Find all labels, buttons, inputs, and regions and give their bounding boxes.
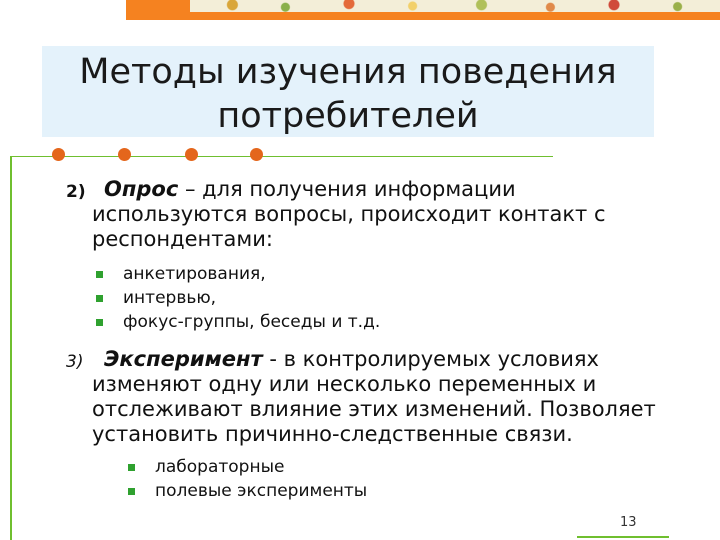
page-number: 13 [620, 515, 637, 530]
list-item [96, 262, 380, 286]
item2-term: Опрос [104, 177, 179, 201]
footer-rule [577, 536, 669, 538]
item2-bullet-list [96, 262, 380, 334]
item2-line-1 [104, 177, 516, 202]
item-number: 3) [66, 352, 84, 372]
item3-line-2: изменяют одну или несколько переменных и [92, 372, 597, 396]
list-item-text: полевые эксперименты [155, 481, 368, 501]
list-item [128, 479, 367, 503]
banner-photo [190, 0, 720, 12]
item2-line-2: используются вопросы, происходит контакт с [92, 202, 606, 226]
bullet-icon [128, 464, 135, 471]
bullet-icon [96, 319, 103, 326]
list-item-text: анкетирования, [123, 264, 266, 284]
decor-dot [185, 148, 198, 161]
list-item [96, 310, 380, 334]
item-number: 2) [66, 182, 86, 202]
list-item-text: интервью, [123, 288, 217, 308]
bullet-icon [96, 295, 103, 302]
list-item-text: фокус-группы, беседы и т.д. [123, 312, 381, 332]
list-item [96, 286, 380, 310]
decor-dot [250, 148, 263, 161]
item3-term: Эксперимент [104, 347, 263, 371]
decor-dot [118, 148, 131, 161]
item3-line-3: отслеживают влияние этих изменений. Позволяет [92, 397, 656, 421]
list-item [128, 455, 367, 479]
title-line-1: Методы изучения поведения [79, 52, 617, 92]
title-line-2: потребителей [217, 96, 479, 136]
left-vertical-rule [10, 157, 12, 540]
item3-line-1 [104, 347, 599, 372]
item3-line-4: установить причинно-следственные связи. [92, 422, 573, 446]
item2-line-3: респондентами: [92, 227, 273, 251]
bullet-icon [128, 488, 135, 495]
item3-bullet-list [128, 455, 367, 503]
list-item-text: лабораторные [155, 457, 285, 477]
item2-line1-rest: – для получения информации [178, 177, 516, 201]
top-banner [126, 0, 720, 20]
bullet-icon [96, 271, 103, 278]
decor-dot [52, 148, 65, 161]
title-underline [10, 156, 553, 157]
item3-line1-rest: - в контролируемых условиях [262, 347, 599, 371]
slide-title [42, 50, 654, 138]
